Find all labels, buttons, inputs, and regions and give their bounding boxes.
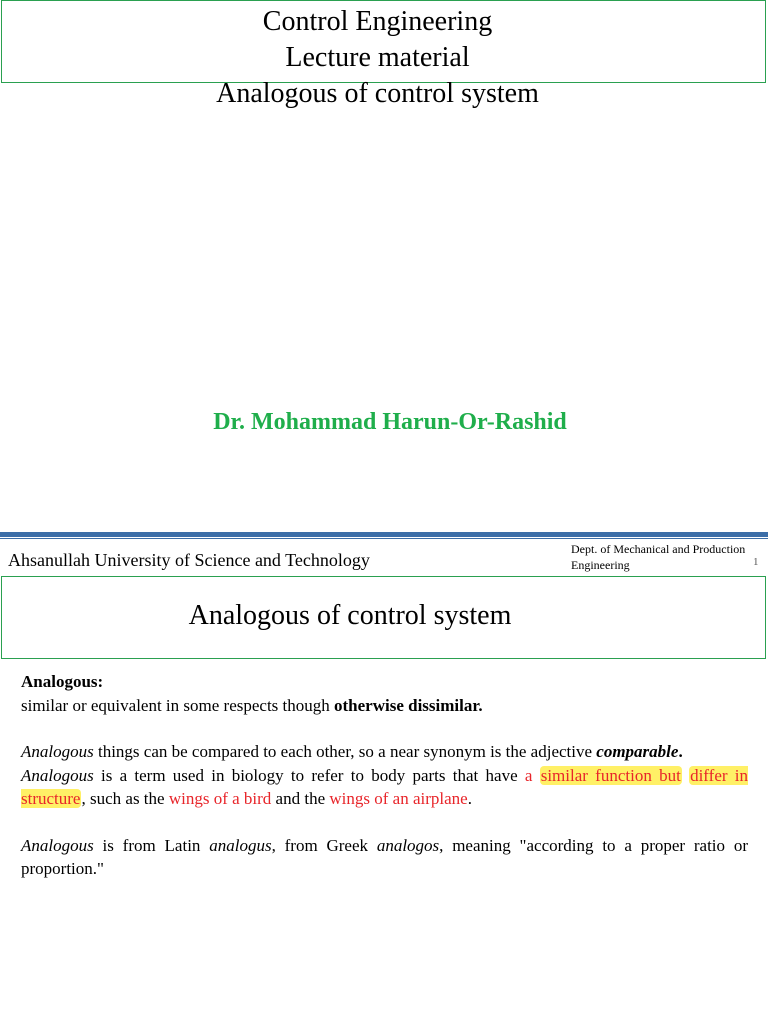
lecture-subtitle: Lecture material	[285, 42, 470, 73]
paragraph-gap	[21, 811, 748, 834]
paragraph-text: and the	[271, 789, 330, 808]
paragraph-gap	[21, 717, 748, 740]
paragraph-text: things can be compared to each other, so a near synonym is the adjective	[93, 742, 597, 761]
highlight-similar-function: similar function but	[540, 765, 681, 785]
highlight-differ-structure: differ in structure	[21, 765, 749, 808]
period: .	[678, 742, 683, 761]
slide-title: Analogous of control system	[188, 600, 512, 631]
definition-text	[21, 694, 748, 718]
space	[682, 766, 689, 785]
paragraph-text: , such as the	[81, 789, 169, 808]
department-name	[571, 541, 763, 573]
footer-rule	[0, 532, 768, 537]
paragraph-text: , from Greek	[271, 835, 377, 855]
definition-heading	[21, 670, 748, 694]
topic-title: Analogous of control system	[216, 78, 539, 109]
example-wings-airplane: wings of an airplane	[329, 789, 468, 808]
definition-term: Analogous:	[21, 672, 104, 691]
paragraph-biology	[21, 764, 748, 811]
paragraph-text: , meaning "according to a proper ratio or proportion."	[21, 835, 748, 878]
course-title: Control Engineering	[262, 6, 493, 37]
slide-2	[0, 574, 768, 1024]
slide-body	[21, 670, 748, 881]
department-line-2: Engineering	[571, 558, 630, 572]
paragraph-comparable	[21, 740, 748, 764]
word-comparable: comparable	[596, 742, 679, 761]
definition-emphasis: otherwise dissimilar.	[334, 695, 483, 715]
red-article: a	[524, 765, 540, 785]
department-line-1: Dept. of Mechanical and Production	[571, 542, 746, 556]
example-wings-bird: wings of a bird	[168, 789, 272, 808]
period: .	[467, 789, 472, 808]
page-number: 1	[753, 556, 759, 568]
university-name: Ahsanullah University of Science and Technology	[8, 550, 370, 570]
greek-word: analogos	[376, 835, 440, 855]
term-analogous: Analogous	[21, 742, 94, 761]
latin-word: analogus	[209, 835, 272, 855]
paragraph-text: is from Latin	[93, 835, 210, 855]
paragraph-etymology	[21, 834, 748, 881]
definition-body: similar or equivalent in some respects though	[21, 695, 335, 715]
term-analogous: Analogous	[21, 765, 94, 785]
paragraph-text: is a term used in biology to refer to body parts that have	[93, 765, 525, 785]
term-analogous: Analogous	[21, 835, 94, 855]
footer-rule-thin	[0, 538, 768, 539]
author-name: Dr. Mohammad Harun-Or-Rashid	[213, 409, 567, 435]
